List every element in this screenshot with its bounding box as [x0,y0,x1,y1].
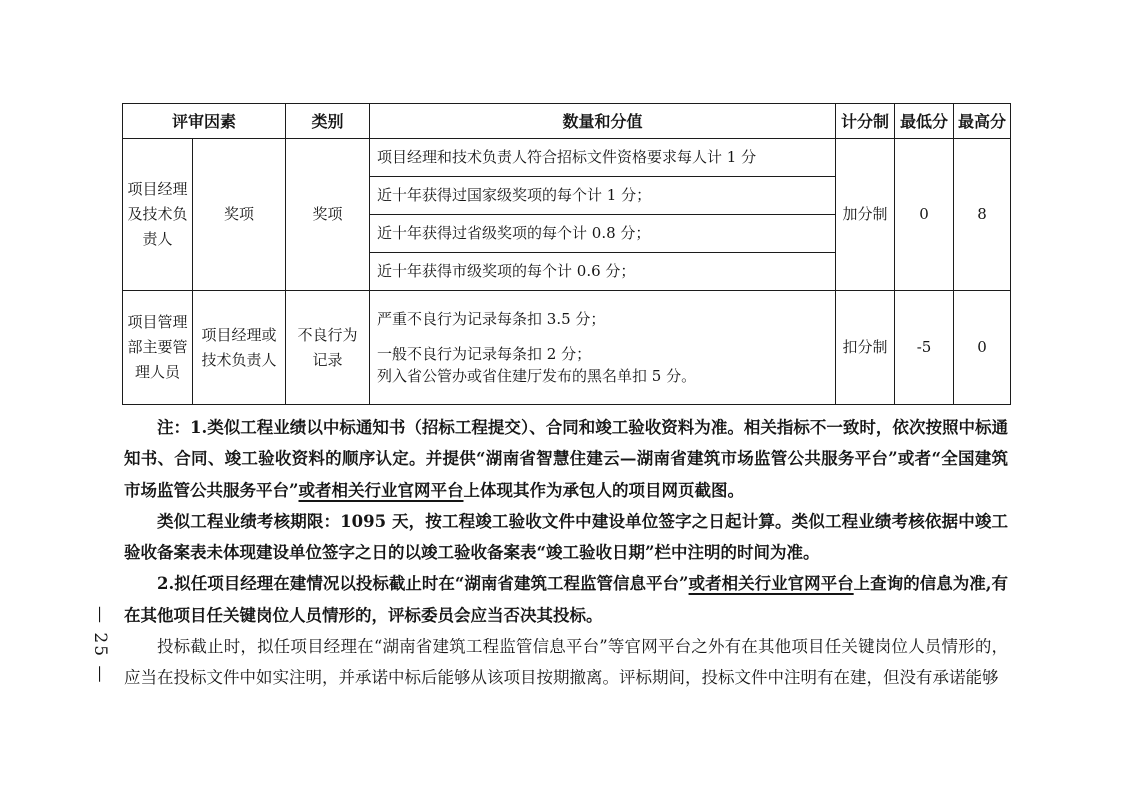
group1-category: 奖项 [286,139,370,291]
note-1 [124,412,1008,506]
group2-items-cell [370,291,836,405]
notes-section [124,412,1008,694]
group1-item-2: 近十年获得过国家级奖项的每个计 1 分； [370,177,836,215]
group1-subfactor: 奖项 [193,139,286,291]
note-1-text-a: 注：1.类似工程业绩以中标通知书（招标工程提交）、合同和竣工验收资料为准。相关指标不一致时，依次按照中标通知书、合同、竣工验收资料的顺序认定。并提供“湖南省智慧住建云—湖南省建筑市场监管公共服务平台”或者“全国建筑市场监管公共服务平台” [124,418,1008,500]
note-2b-text: 投标截止时，拟任项目经理在“湖南省建筑工程监管信息平台”等官网平台之外有在其他项目任关键岗位人员情形的，应当在投标文件中如实注明，并承诺中标后能够从该项目按期撤离。评标期间，投标文件中注明有在建，但没有承诺能够 [124,637,1008,688]
header-category: 类别 [286,104,370,139]
note-2-text-b: 上查询的信息为准,有在其他项目任关键岗位人员情形的，评标委员会应当否决其投标。 [124,574,1009,625]
group2-max-score: 0 [954,291,1011,405]
header-quantity-score: 数量和分值 [370,104,836,139]
group1-item-4: 近十年获得市级奖项的每个计 0.6 分； [370,253,836,291]
group1-factor: 项目经理及技术负责人 [123,139,193,291]
table-header-row [123,104,1011,139]
header-max-score: 最高分 [954,104,1011,139]
group1-item-1: 项目经理和技术负责人符合招标文件资格要求每人计 1 分 [370,139,836,177]
note-1-underlined-text: 或者相关行业官网平台 [298,480,464,500]
group2-min-score: -5 [895,291,954,405]
page-number-label: — 25 — [90,606,110,685]
note-1-continued [124,506,1008,569]
group2-item-2: 一般不良行为记录每条扣 2 分； [377,345,592,363]
group1-max-score: 8 [954,139,1011,291]
header-min-score: 最低分 [895,104,954,139]
note-1b-text: 类似工程业绩考核期限：1095 天，按工程竣工验收文件中建设单位签字之日起计算。类似工程业绩考核依据中竣工验收备案表未体现建设单位签字之日的以竣工验收备案表“竣工验收日期”栏中注明的时间为准。 [124,511,1008,563]
note-2-underlined-text: 或者相关行业官网平台 [688,574,854,594]
note-2 [124,568,1008,631]
evaluation-criteria-table [122,103,1011,405]
page-number [88,606,110,685]
table-row-group2 [123,291,1011,405]
header-scoring-system: 计分制 [836,104,895,139]
note-2-continued [124,631,1008,694]
group2-factor: 项目管理部主要管理人员 [123,291,193,405]
group2-scoring-system: 扣分制 [836,291,895,405]
group2-category: 不良行为记录 [286,291,370,405]
note-1-text-b: 上体现其作为承包人的项目网页截图。 [463,480,744,500]
table-row-group1-item1 [123,139,1011,177]
header-review-factor: 评审因素 [123,104,286,139]
note-2-text-a: 2.拟任项目经理在建情况以投标截止时在“湖南省建筑工程监管信息平台” [157,574,689,594]
group1-item-3: 近十年获得过省级奖项的每个计 0.8 分； [370,215,836,253]
group1-min-score: 0 [895,139,954,291]
group2-item-1: 严重不良行为记录每条扣 3.5 分； [377,310,606,328]
group2-item-3: 列入省公管办或省住建厅发布的黑名单扣 5 分。 [377,367,697,385]
group2-subfactor: 项目经理或技术负责人 [193,291,286,405]
group1-scoring-system: 加分制 [836,139,895,291]
